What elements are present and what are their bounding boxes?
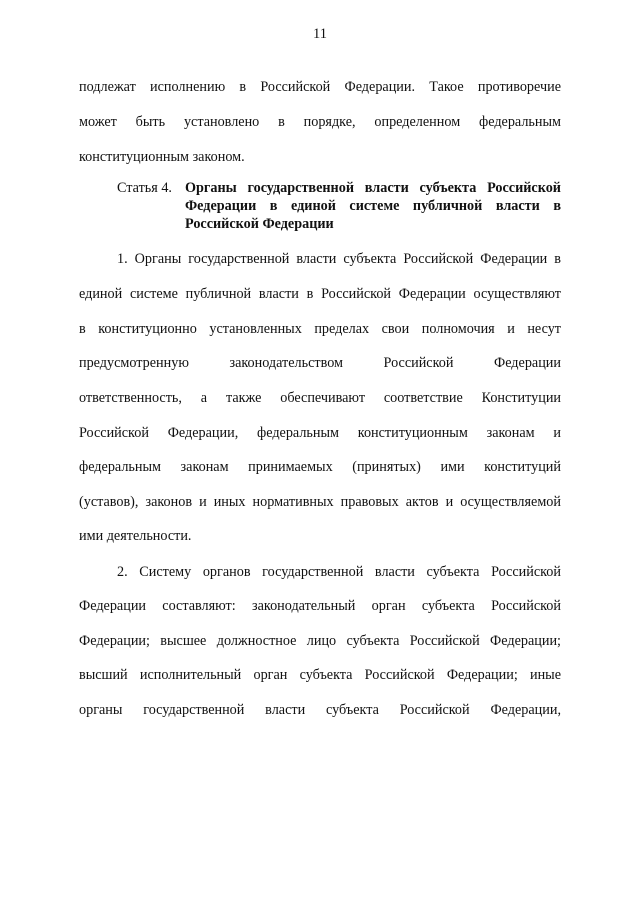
paragraph1-line-5: ответственность, а также обеспечивают соответствие Конституции (79, 390, 561, 406)
paragraph2-line-2: Федерации составляют: законодательный орган субъекта Российской (79, 598, 561, 614)
paragraph2-line-5: органы государственной власти субъекта Российской Федерации, (79, 702, 561, 718)
article-title-line-3: Российской Федерации (185, 216, 334, 232)
paragraph1-line-8: (уставов), законов и иных нормативных правовых актов и осуществляемой (79, 494, 561, 510)
paragraph2-line-1: 2. Систему органов государственной власти субъекта Российской (117, 564, 561, 580)
paragraph1-line-7: федеральным законам принимаемых (принятых) ими конституций (79, 459, 561, 475)
paragraph1-line-3: в конституционно установленных пределах свои полномочия и несут (79, 321, 561, 337)
paragraph1-line-1: 1. Органы государственной власти субъекта Российской Федерации в (117, 251, 561, 267)
paragraph1-line-2: единой системе публичной власти в Российской Федерации осуществляют (79, 286, 561, 302)
article-title-line-2: Федерации в единой системе публичной власти в (185, 198, 561, 214)
paragraph1-line-4: предусмотренную законодательством Российской Федерации (79, 355, 561, 371)
article-label: Статья 4. (117, 180, 172, 196)
intro-line-2: может быть установлено в порядке, определенном федеральным (79, 114, 561, 130)
page-number: 11 (313, 26, 327, 42)
paragraph1-line-6: Российской Федерации, федеральным конституционным законам и (79, 425, 561, 441)
intro-line-3: конституционным законом. (79, 149, 245, 165)
article-title-line-1: Органы государственной власти субъекта Российской (185, 180, 561, 196)
intro-line-1: подлежат исполнению в Российской Федерации. Такое противоречие (79, 79, 561, 95)
paragraph1-line-9: ими деятельности. (79, 528, 192, 544)
paragraph2-line-4: высший исполнительный орган субъекта Российской Федерации; иные (79, 667, 561, 683)
paragraph2-line-3: Федерации; высшее должностное лицо субъекта Российской Федерации; (79, 633, 561, 649)
